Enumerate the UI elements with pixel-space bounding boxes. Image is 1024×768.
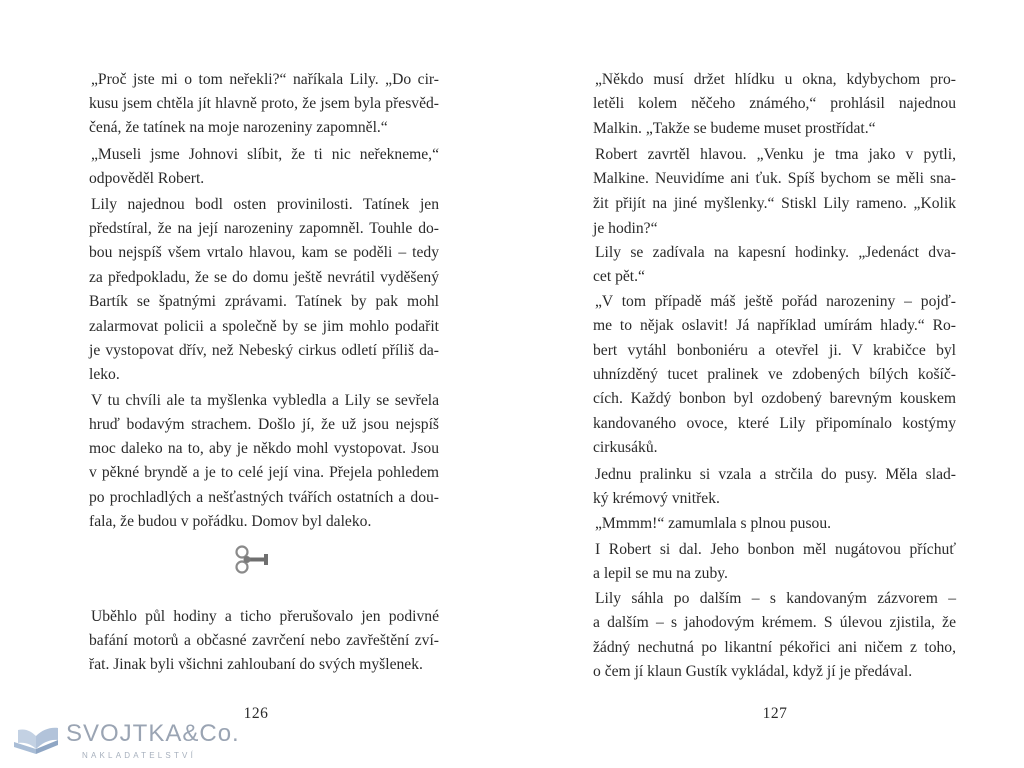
text-line: „V tom případě máš ještě pořád narozeniny – pojď-: [595, 293, 956, 310]
text-line: Uběhlo půl hodiny a ticho přerušovalo jen podivné: [91, 608, 439, 625]
text-line: bafání motorů a občasné zavrčení nebo zavřeštění zví-: [89, 632, 439, 649]
text-line: je vystopovat dřív, než Nebeský cirkus odletí příliš da-: [89, 342, 439, 359]
text-line: „Museli jsme Johnovi slíbit, že ti nic neřekneme,“: [91, 146, 439, 163]
text-line: a dalším – s jahodovým krémem. S úlevou zjistila, že: [593, 614, 956, 631]
text-line: hruď bodavým strachem. Došlo jí, že už jsou nejspíš: [89, 416, 439, 433]
text-line: cet pět.“: [593, 268, 645, 285]
text-line: uhnízděný tucet pralinek ve zdobených bílých košíč-: [593, 366, 956, 383]
text-line: Malkine. Neuvidíme ani ťuk. Spíš bychom se měli sna-: [593, 170, 956, 187]
text-line: bert vytáhl bonboniéru a otevřel ji. V krabičce byl: [593, 342, 956, 359]
text-line: bou nejspíš všem vrtalo hlavou, kam se poděli – tedy: [89, 244, 439, 261]
text-line: předstíral, že na její narozeniny zapomněl. Touhle do-: [89, 220, 439, 237]
text-line: me to nějak oslavit! Já například umírám hlady.“ Ro-: [593, 317, 956, 334]
text-line: po prochladlých a nešťastných tvářích ostatních a dou-: [89, 489, 439, 506]
page-number-right: 127: [762, 705, 788, 722]
text-line: Lily najednou bodl osten provinilosti. Tatínek jen: [91, 196, 439, 213]
publisher-logo: [10, 718, 240, 766]
text-line: a lepil se mu na zuby.: [593, 565, 728, 582]
text-line: ký krémový vnitřek.: [593, 490, 720, 507]
text-line: Lily sáhla po dalším – s kandovaným zázvorem –: [595, 590, 956, 607]
text-line: zalarmovat policii a společně by se jim mohlo podařit: [89, 318, 439, 335]
text-line: „Proč jste mi o tom neřekli?“ naříkala Lily. „Do cir-: [91, 71, 439, 88]
text-line: letěli kolem něčeho známého,“ prohlásil najednou: [593, 95, 956, 112]
text-line: žit přijít na jiné myšlenky.“ Stiskl Lily rameno. „Kolik: [593, 195, 956, 212]
open-book-logo-icon: [12, 722, 64, 756]
text-line: o čem jí klaun Gustík vykládal, když jí je předával.: [593, 663, 913, 680]
text-line: Malkin. „Takže se budeme muset prostřídat.“: [593, 120, 876, 137]
wind-up-key-icon: [232, 543, 274, 577]
publisher-name: SVOJTKA&Co.: [66, 720, 240, 747]
text-line: cích. Každý bonbon byl ozdobený barevným kouskem: [593, 390, 956, 407]
text-line: je hodin?“: [593, 220, 658, 237]
text-line: „Někdo musí držet hlídku u okna, kdybychom pro-: [595, 71, 956, 88]
text-line: leko.: [89, 366, 120, 383]
text-line: cirkusáků.: [593, 439, 658, 456]
page-number-left: 126: [243, 705, 269, 722]
text-line: fala, že budou v pořádku. Domov byl daleko.: [89, 513, 372, 530]
publisher-subtitle: NAKLADATELSTVÍ: [82, 751, 197, 760]
text-line: Bartík se špatnými zprávami. Tatínek by pak mohl: [89, 293, 439, 310]
text-line: čená, že tatínek na moje narozeniny zapomněl.“: [89, 119, 388, 136]
text-line: V tu chvíli ale ta myšlenka vybledla a Lily se sevřela: [91, 392, 439, 409]
text-line: moc daleko na to, aby je někdo mohl vystopovat. Jsou: [89, 440, 439, 457]
text-line: I Robert si dal. Jeho bonbon měl nugátovou příchuť: [595, 541, 956, 558]
text-line: kandovaného ovoce, které Lily připomínalo kostýmy: [593, 415, 956, 432]
text-line: „Mmmm!“ zamumlala s plnou pusou.: [595, 515, 832, 532]
text-line: žádný nechutná po likantní pékořici ani ničem z toho,: [593, 639, 956, 656]
text-line: v pěkné bryndě a je to celé její vina. Přejela pohledem: [89, 464, 439, 481]
text-line: Jednu pralinku si vzala a strčila do pusy. Měla slad-: [595, 466, 956, 483]
text-line: řat. Jinak byli všichni zahloubaní do svých myšlenek.: [89, 656, 423, 673]
text-line: Lily se zadívala na kapesní hodinky. „Jedenáct dva-: [595, 244, 956, 261]
text-line: za předpokladu, že se do domu ještě nevrátil vyděšený: [89, 269, 439, 286]
text-line: Robert zavrtěl hlavou. „Venku je tma jako v pytli,: [595, 146, 956, 163]
text-line: odpověděl Robert.: [89, 170, 205, 187]
text-line: kusu jsem chtěla jít hlavně proto, že jsem byla přesvěd-: [89, 95, 439, 112]
